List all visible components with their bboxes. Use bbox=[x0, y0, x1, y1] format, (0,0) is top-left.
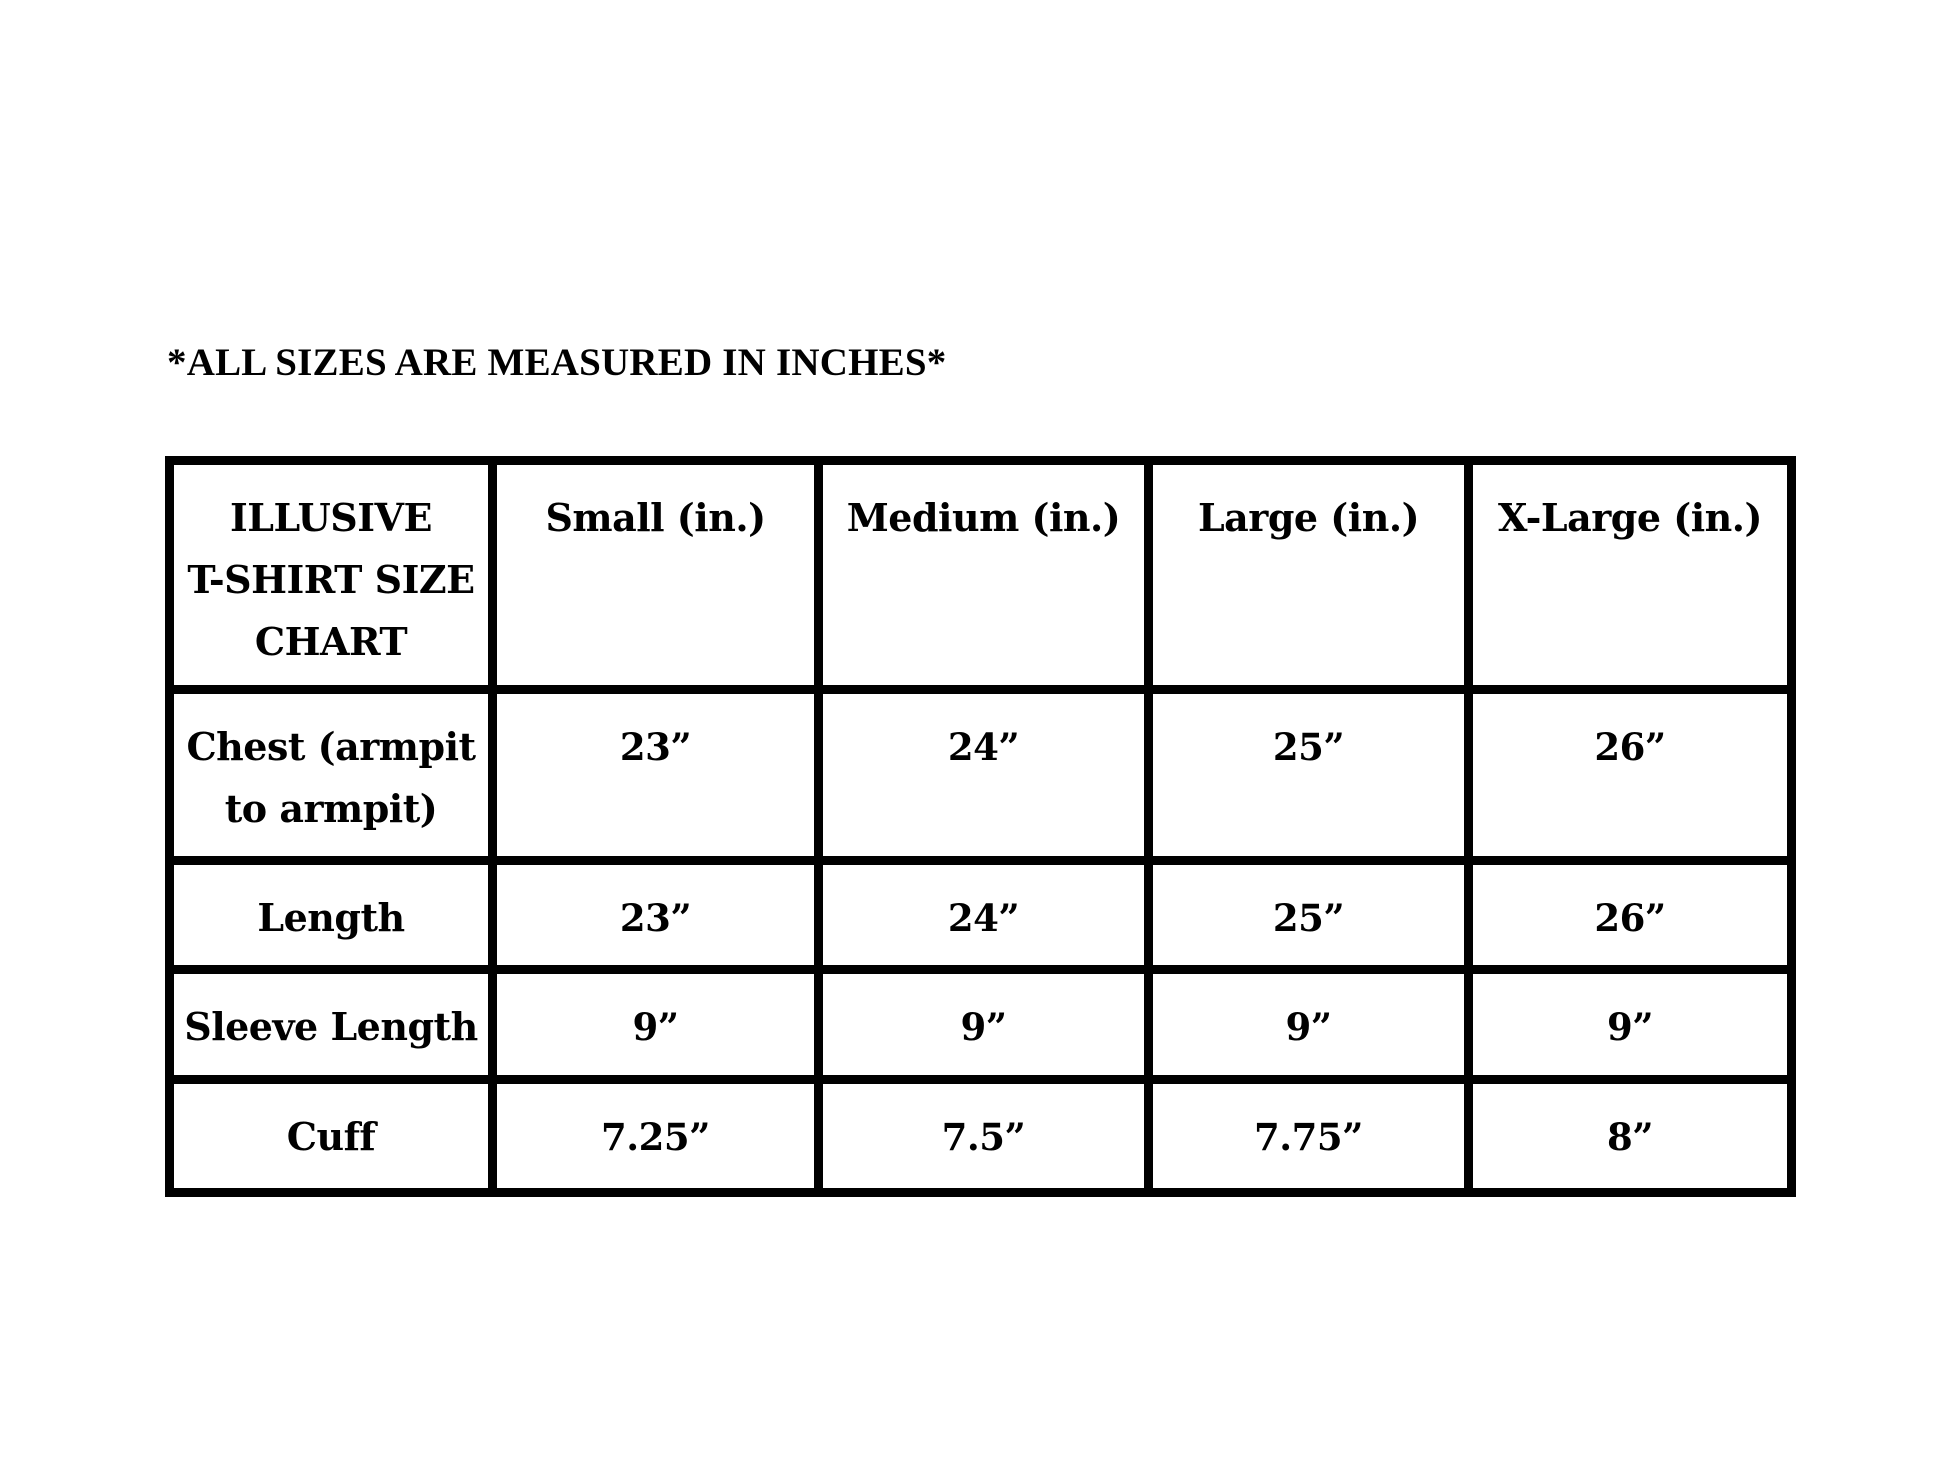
table-cell: 26” bbox=[1469, 690, 1792, 861]
table-cell: 7.5” bbox=[819, 1080, 1149, 1193]
column-header-large: Large (in.) bbox=[1149, 461, 1469, 690]
measurement-note: *ALL SIZES ARE MEASURED IN INCHES* bbox=[167, 341, 947, 384]
table-row-chest bbox=[170, 690, 1792, 861]
table-cell: 24” bbox=[819, 861, 1149, 970]
header-row bbox=[170, 461, 1792, 690]
column-header-x-large: X-Large (in.) bbox=[1469, 461, 1792, 690]
row-label-sleeve-length: Sleeve Length bbox=[170, 970, 493, 1080]
row-label-cuff: Cuff bbox=[170, 1080, 493, 1193]
table-cell: 23” bbox=[493, 690, 819, 861]
table-row-sleeve-length bbox=[170, 970, 1792, 1080]
table-cell: 7.75” bbox=[1149, 1080, 1469, 1193]
chart-title-cell: ILLUSIVE T-SHIRT SIZE CHART bbox=[170, 461, 493, 690]
table-cell: 8” bbox=[1469, 1080, 1792, 1193]
table-cell: 25” bbox=[1149, 861, 1469, 970]
table-cell: 9” bbox=[493, 970, 819, 1080]
table-cell: 26” bbox=[1469, 861, 1792, 970]
column-header-small: Small (in.) bbox=[493, 461, 819, 690]
table-cell: 24” bbox=[819, 690, 1149, 861]
column-header-medium: Medium (in.) bbox=[819, 461, 1149, 690]
table-cell: 9” bbox=[1149, 970, 1469, 1080]
table-cell: 25” bbox=[1149, 690, 1469, 861]
size-chart-table bbox=[165, 456, 1796, 1197]
table-cell: 23” bbox=[493, 861, 819, 970]
row-label-length: Length bbox=[170, 861, 493, 970]
row-label-chest: Chest (armpit to armpit) bbox=[170, 690, 493, 861]
table-cell: 9” bbox=[819, 970, 1149, 1080]
table-row-cuff bbox=[170, 1080, 1792, 1193]
table-cell: 7.25” bbox=[493, 1080, 819, 1193]
table-cell: 9” bbox=[1469, 970, 1792, 1080]
table-row-length bbox=[170, 861, 1792, 970]
